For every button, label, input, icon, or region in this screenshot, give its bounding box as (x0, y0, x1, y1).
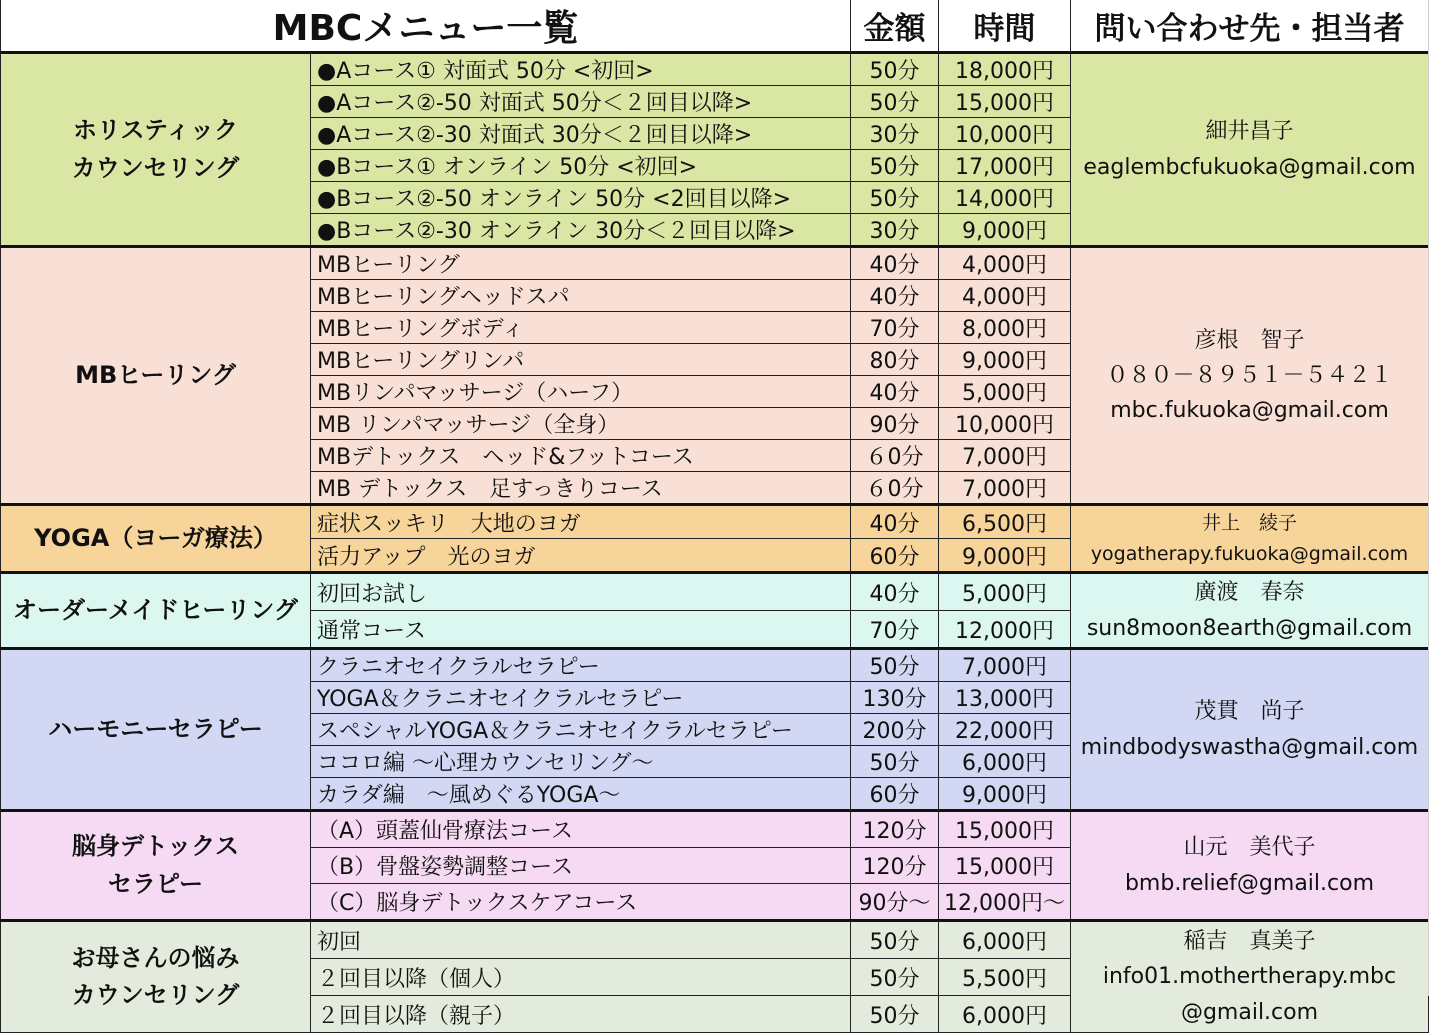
contact-detail: eaglembcfukuoka@gmail.com (1083, 154, 1416, 180)
contact-cell (1071, 247, 1429, 505)
category-label: ホリスティック (72, 116, 239, 145)
menu-item-duration: 130分 (851, 682, 939, 714)
category-label: オーダーメイドヒーリング (13, 595, 298, 624)
menu-item-price: 14,000円 (939, 182, 1071, 214)
menu-item-price: 7,000円 (939, 440, 1071, 472)
menu-item-name: MBヒーリングヘッドスパ (311, 280, 851, 312)
contact-detail: bmb.relief@gmail.com (1124, 870, 1375, 896)
menu-item-duration: 30分 (851, 118, 939, 150)
price-column-header: 時間 (939, 0, 1071, 53)
menu-item-price: 9,000円 (939, 344, 1071, 376)
menu-item-price: 7,000円 (939, 649, 1071, 682)
menu-item-duration: 50分 (851, 996, 939, 1033)
menu-item-duration: ６0分 (851, 472, 939, 505)
menu-row (1, 811, 1429, 848)
menu-item-duration: 50分 (851, 150, 939, 182)
page-title: MBCメニュー一覧 (1, 0, 851, 53)
menu-item-name: 初回お試し (311, 573, 851, 611)
menu-item-duration: 90分 (851, 408, 939, 440)
menu-item-name: ２回目以降（親子） (311, 996, 851, 1033)
menu-item-price: 10,000円 (939, 408, 1071, 440)
menu-item-price: 9,000円 (939, 539, 1071, 573)
category-label: セラピー (107, 869, 204, 898)
category-cell (1, 53, 311, 247)
menu-item-name: ●Bコース②-50 オンライン 50分 <2回目以降> (311, 182, 851, 214)
contact-cell (1071, 811, 1429, 921)
menu-item-price: 10,000円 (939, 118, 1071, 150)
menu-row (1, 649, 1429, 682)
menu-item-name: ●Bコース②-30 オンライン 30分＜２回目以降> (311, 214, 851, 247)
menu-item-name: ●Bコース① オンライン 50分 <初回> (311, 150, 851, 182)
menu-item-price: 7,000円 (939, 472, 1071, 505)
menu-item-price: 6,500円 (939, 505, 1071, 539)
menu-item-price: 5,000円 (939, 573, 1071, 611)
contact-person: 茂貫 尚子 (1194, 699, 1305, 725)
menu-item-duration: 50分 (851, 649, 939, 682)
menu-item-duration: 50分 (851, 182, 939, 214)
menu-item-name: MB リンパマッサージ（全身） (311, 408, 851, 440)
contact-person: 廣渡 春奈 (1194, 580, 1305, 606)
menu-item-price: 6,000円 (939, 921, 1071, 959)
menu-item-name: ●Aコース②-30 対面式 30分＜２回目以降> (311, 118, 851, 150)
menu-item-duration: 90分～ (851, 884, 939, 921)
menu-item-name: YOGA＆クラニオセイクラルセラピー (311, 682, 851, 714)
menu-item-duration: 70分 (851, 312, 939, 344)
menu-item-name: MB デトックス 足すっきりコース (311, 472, 851, 505)
contact-person: 山元 美代子 (1183, 835, 1316, 861)
menu-item-duration: 120分 (851, 848, 939, 884)
menu-item-duration: ６0分 (851, 440, 939, 472)
menu-item-duration: 120分 (851, 811, 939, 848)
contact-person: 彦根 智子 (1194, 327, 1305, 353)
contact-cell (1071, 921, 1429, 1033)
menu-item-price: 18,000円 (939, 53, 1071, 86)
category-label: ハーモニーセラピー (48, 714, 263, 743)
category-cell (1, 247, 311, 505)
menu-item-price: 22,000円 (939, 714, 1071, 746)
menu-item-price: 4,000円 (939, 247, 1071, 280)
menu-item-duration: 50分 (851, 921, 939, 959)
menu-row (1, 505, 1429, 539)
category-label: お母さんの悩み (71, 943, 240, 972)
menu-item-name: ２回目以降（個人） (311, 959, 851, 996)
category-label: MBヒーリング (75, 360, 236, 389)
contact-detail: @gmail.com (1180, 999, 1319, 1025)
menu-item-duration: 50分 (851, 959, 939, 996)
menu-item-name: MBヒーリングボディ (311, 312, 851, 344)
sheet-edge (1428, 0, 1440, 996)
menu-item-name: 症状スッキリ 大地のヨガ (311, 505, 851, 539)
menu-item-duration: 30分 (851, 214, 939, 247)
menu-item-duration: 40分 (851, 505, 939, 539)
menu-item-duration: 70分 (851, 611, 939, 649)
menu-item-price: 9,000円 (939, 778, 1071, 811)
category-cell (1, 921, 311, 1033)
contact-detail: info01.mothertherapy.mbc (1102, 964, 1397, 990)
category-label: カウンセリング (71, 981, 240, 1009)
menu-item-price: 15,000円 (939, 848, 1071, 884)
menu-item-duration: 40分 (851, 280, 939, 312)
contact-detail: yogatherapy.fukuoka@gmail.com (1090, 542, 1409, 565)
menu-item-duration: 50分 (851, 86, 939, 118)
contact-cell (1071, 53, 1429, 247)
menu-item-duration: 50分 (851, 53, 939, 86)
menu-item-price: 17,000円 (939, 150, 1071, 182)
menu-item-duration: 50分 (851, 746, 939, 778)
menu-item-duration: 40分 (851, 573, 939, 611)
menu-item-duration: 40分 (851, 376, 939, 408)
menu-item-name: カラダ編 ～風めぐるYOGA～ (311, 778, 851, 811)
menu-item-name: スペシャルYOGA＆クラニオセイクラルセラピー (311, 714, 851, 746)
menu-item-duration: 60分 (851, 539, 939, 573)
menu-item-price: 15,000円 (939, 811, 1071, 848)
menu-body (1, 53, 1429, 1033)
menu-item-price: 6,000円 (939, 746, 1071, 778)
menu-row (1, 573, 1429, 611)
menu-row (1, 247, 1429, 280)
menu-item-price: 13,000円 (939, 682, 1071, 714)
contact-person: 細井昌子 (1205, 119, 1294, 145)
menu-item-duration: 80分 (851, 344, 939, 376)
menu-row (1, 921, 1429, 959)
contact-person: 稲吉 真美子 (1183, 929, 1316, 955)
menu-item-name: 初回 (311, 921, 851, 959)
menu-item-price: 5,000円 (939, 376, 1071, 408)
menu-item-price: 12,000円～ (939, 884, 1071, 921)
menu-item-name: 通常コース (311, 611, 851, 649)
menu-row (1, 53, 1429, 86)
menu-item-duration: 40分 (851, 247, 939, 280)
category-cell (1, 573, 311, 649)
contact-column-header: 問い合わせ先・担当者 (1071, 0, 1429, 53)
menu-item-name: MBリンパマッサージ（ハーフ） (311, 376, 851, 408)
header-row (1, 0, 1429, 53)
category-label: カウンセリング (71, 153, 240, 182)
menu-item-duration: 60分 (851, 778, 939, 811)
contact-detail: sun8moon8earth@gmail.com (1086, 615, 1413, 641)
menu-item-name: 活力アップ 光のヨガ (311, 539, 851, 573)
menu-item-name: クラニオセイクラルセラピー (311, 649, 851, 682)
menu-item-price: 12,000円 (939, 611, 1071, 649)
menu-item-name: ●Aコース②-50 対面式 50分＜２回目以降> (311, 86, 851, 118)
menu-item-price: 15,000円 (939, 86, 1071, 118)
menu-item-name: ココロ編 ～心理カウンセリング～ (311, 746, 851, 778)
menu-item-name: MBヒーリングリンパ (311, 344, 851, 376)
menu-item-name: MBデトックス ヘッド&フットコース (311, 440, 851, 472)
menu-item-name: （B）骨盤姿勢調整コース (311, 848, 851, 884)
contact-cell (1071, 505, 1429, 573)
menu-item-price: 5,500円 (939, 959, 1071, 996)
duration-column-header: 金額 (851, 0, 939, 53)
menu-item-name: （C）脳身デトックスケアコース (311, 884, 851, 921)
menu-item-price: 9,000円 (939, 214, 1071, 247)
contact-detail: ０８０－８９５１－５４２１ (1106, 362, 1393, 388)
menu-item-name: ●Aコース① 対面式 50分 <初回> (311, 53, 851, 86)
menu-item-price: 8,000円 (939, 312, 1071, 344)
menu-item-name: MBヒーリング (311, 247, 851, 280)
category-cell (1, 649, 311, 811)
category-label: YOGA（ヨーガ療法） (34, 523, 277, 552)
category-label: 脳身デトックス (71, 832, 240, 861)
contact-detail: mbc.fukuoka@gmail.com (1110, 398, 1389, 424)
menu-item-price: 6,000円 (939, 996, 1071, 1033)
contact-cell (1071, 649, 1429, 811)
category-cell (1, 505, 311, 573)
menu-item-duration: 200分 (851, 714, 939, 746)
menu-item-price: 4,000円 (939, 280, 1071, 312)
contact-detail: mindbodyswastha@gmail.com (1080, 734, 1419, 760)
contact-person: 井上 綾子 (1201, 512, 1297, 535)
contact-cell (1071, 573, 1429, 649)
menu-item-name: （A）頭蓋仙骨療法コース (311, 811, 851, 848)
category-cell (1, 811, 311, 921)
